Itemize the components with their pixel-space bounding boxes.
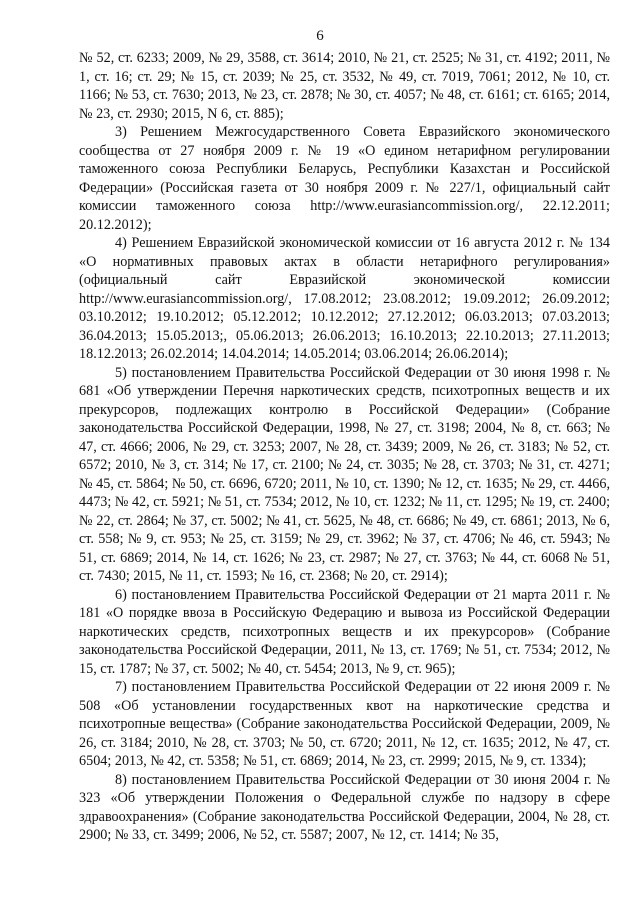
document-body — [79, 49, 610, 845]
paragraph-continuation: № 52, ст. 6233; 2009, № 29, 3588, ст. 3614; 2010, № 21, ст. 2525; № 31, ст. 4192; 2011, № 1, ст. 16; ст. 29; № 15, ст. 2039; № 25, ст. 3532, № 49, ст. 7019, 7061; 2012, № 10, ст. 1166; № 53, ст. 7630; 2013, № 23, ст. 2878; № 30, ст. 4057; № 48, ст. 6161; ст. 6165; 2014, № 23, ст. 2930; 2015, N 6, ст. 885); — [79, 50, 610, 122]
paragraph-item-8: 8) постановлением Правительства Российской Федерации от 30 июня 2004 г. № 323 «Об утверждении Положения о Федеральной службе по надзору в сфере здравоохранения» (Собрание законодательства Российской Федерации, 2004, № 28, ст. 2900; № 33, ст. 3499; 2006, № 52, ст. 5587; 2007, № 12, ст. 1414; № 35, — [79, 771, 610, 843]
paragraph-item-4: 4) Решением Евразийской экономической комиссии от 16 августа 2012 г. № 134 «О нормативных правовых актах в области нетарифного регулирования» (официальный сайт Евразийской экономической комиссии http://www.eurasiancommission.org/, 17.08.2012; 23.08.2012; 19.09.2012; 26.09.2012; 03.10.2012; 19.10.2012; 05.12.2012; 10.12.2012; 27.12.2012; 06.03.2013; 07.03.2013; 36.04.2013; 15.05.2013;, 05.06.2013; 26.06.2013; 16.10.2013; 22.10.2013; 27.11.2013; 18.12.2013; 26.02.2014; 14.04.2014; 14.05.2014; 03.06.2014; 26.06.2014); — [79, 235, 610, 362]
paragraph-item-3: 3) Решением Межгосударственного Совета Евразийского экономического сообщества от 27 ноября 2009 г. № 19 «О едином нетарифном регулировании таможенного союза Республики Беларусь, Республики Казахстан и Российской Федерации» (Российская газета от 30 ноября 2009 г. № 227/1, официальный сайт комиссии таможенного союза http://www.eurasiancommission.org/, 22.12.2011; 20.12.2012); — [79, 124, 610, 233]
paragraph-item-5: 5) постановлением Правительства Российской Федерации от 30 июня 1998 г. № 681 «Об утверждении Перечня наркотических средств, психотропных веществ и их прекурсоров, подлежащих контролю в Российской Федерации» (Собрание законодательства Российской Федерации, 1998, № 27, ст. 3198; 2004, № 8, ст. 663; № 47, ст. 4666; 2006, № 29, ст. 3253; 2007, № 28, ст. 3439; 2009, № 26, ст. 3183; № 52, ст. 6572; 2010, № 3, ст. 314; № 17, ст. 2100; № 24, ст. 3035; № 28, ст. 3703; № 31, ст. 4271; № 45, ст. 5864; № 50, ст. 6696, 6720; 2011, № 10, ст. 1390; № 12, ст. 1635; № 29, ст. 4466, 4473; № 42, ст. 5921; № 51, ст. 7534; 2012, № 10, ст. 1232; № 11, ст. 1295; № 19, ст. 2400; № 22, ст. 2864; № 37, ст. 5002; № 41, ст. 5625, № 48, ст. 6686; № 49, ст. 6861; 2013, № 6, ст. 558; № 9, ст. 953; № 25, ст. 3159; № 29, ст. 3962; № 37, ст. 4706; № 46, ст. 5943; № 51, ст. 6869; 2014, № 14, ст. 1626; № 23, ст. 2987; № 27, ст. 3763; № 44, ст. 6068 № 51, ст. 7430; 2015, № 11, ст. 1593; № 16, ст. 2368; № 20, ст. 2914); — [79, 364, 611, 584]
paragraph-item-6: 6) постановлением Правительства Российской Федерации от 21 марта 2011 г. № 181 «О порядке ввоза в Российскую Федерацию и вывоза из Российской Федерации наркотических средств, психотропных веществ и их прекурсоров» (Собрание законодательства Российской Федерации, 2011, № 13, ст. 1769; № 51, ст. 7534; 2012, № 15, ст. 1787; № 37, ст. 5002; № 40, ст. 5454; 2013, № 9, ст. 965); — [79, 586, 610, 677]
page-number: 6 — [316, 28, 324, 44]
paragraph-item-7: 7) постановлением Правительства Российской Федерации от 22 июня 2009 г. № 508 «Об установлении государственных квот на наркотические средства и психотропные вещества» (Собрание законодательства Российской Федерации, 2009, № 26, ст. 3184; 2010, № 28, ст. 3703; № 50, ст. 6720; 2011, № 12, ст. 1635; 2012, № 47, ст. 6504; 2013, № 42, ст. 5358; № 51, ст. 6869; 2014, № 23, ст. 2999; 2015, № 9, ст. 1334); — [79, 679, 610, 769]
